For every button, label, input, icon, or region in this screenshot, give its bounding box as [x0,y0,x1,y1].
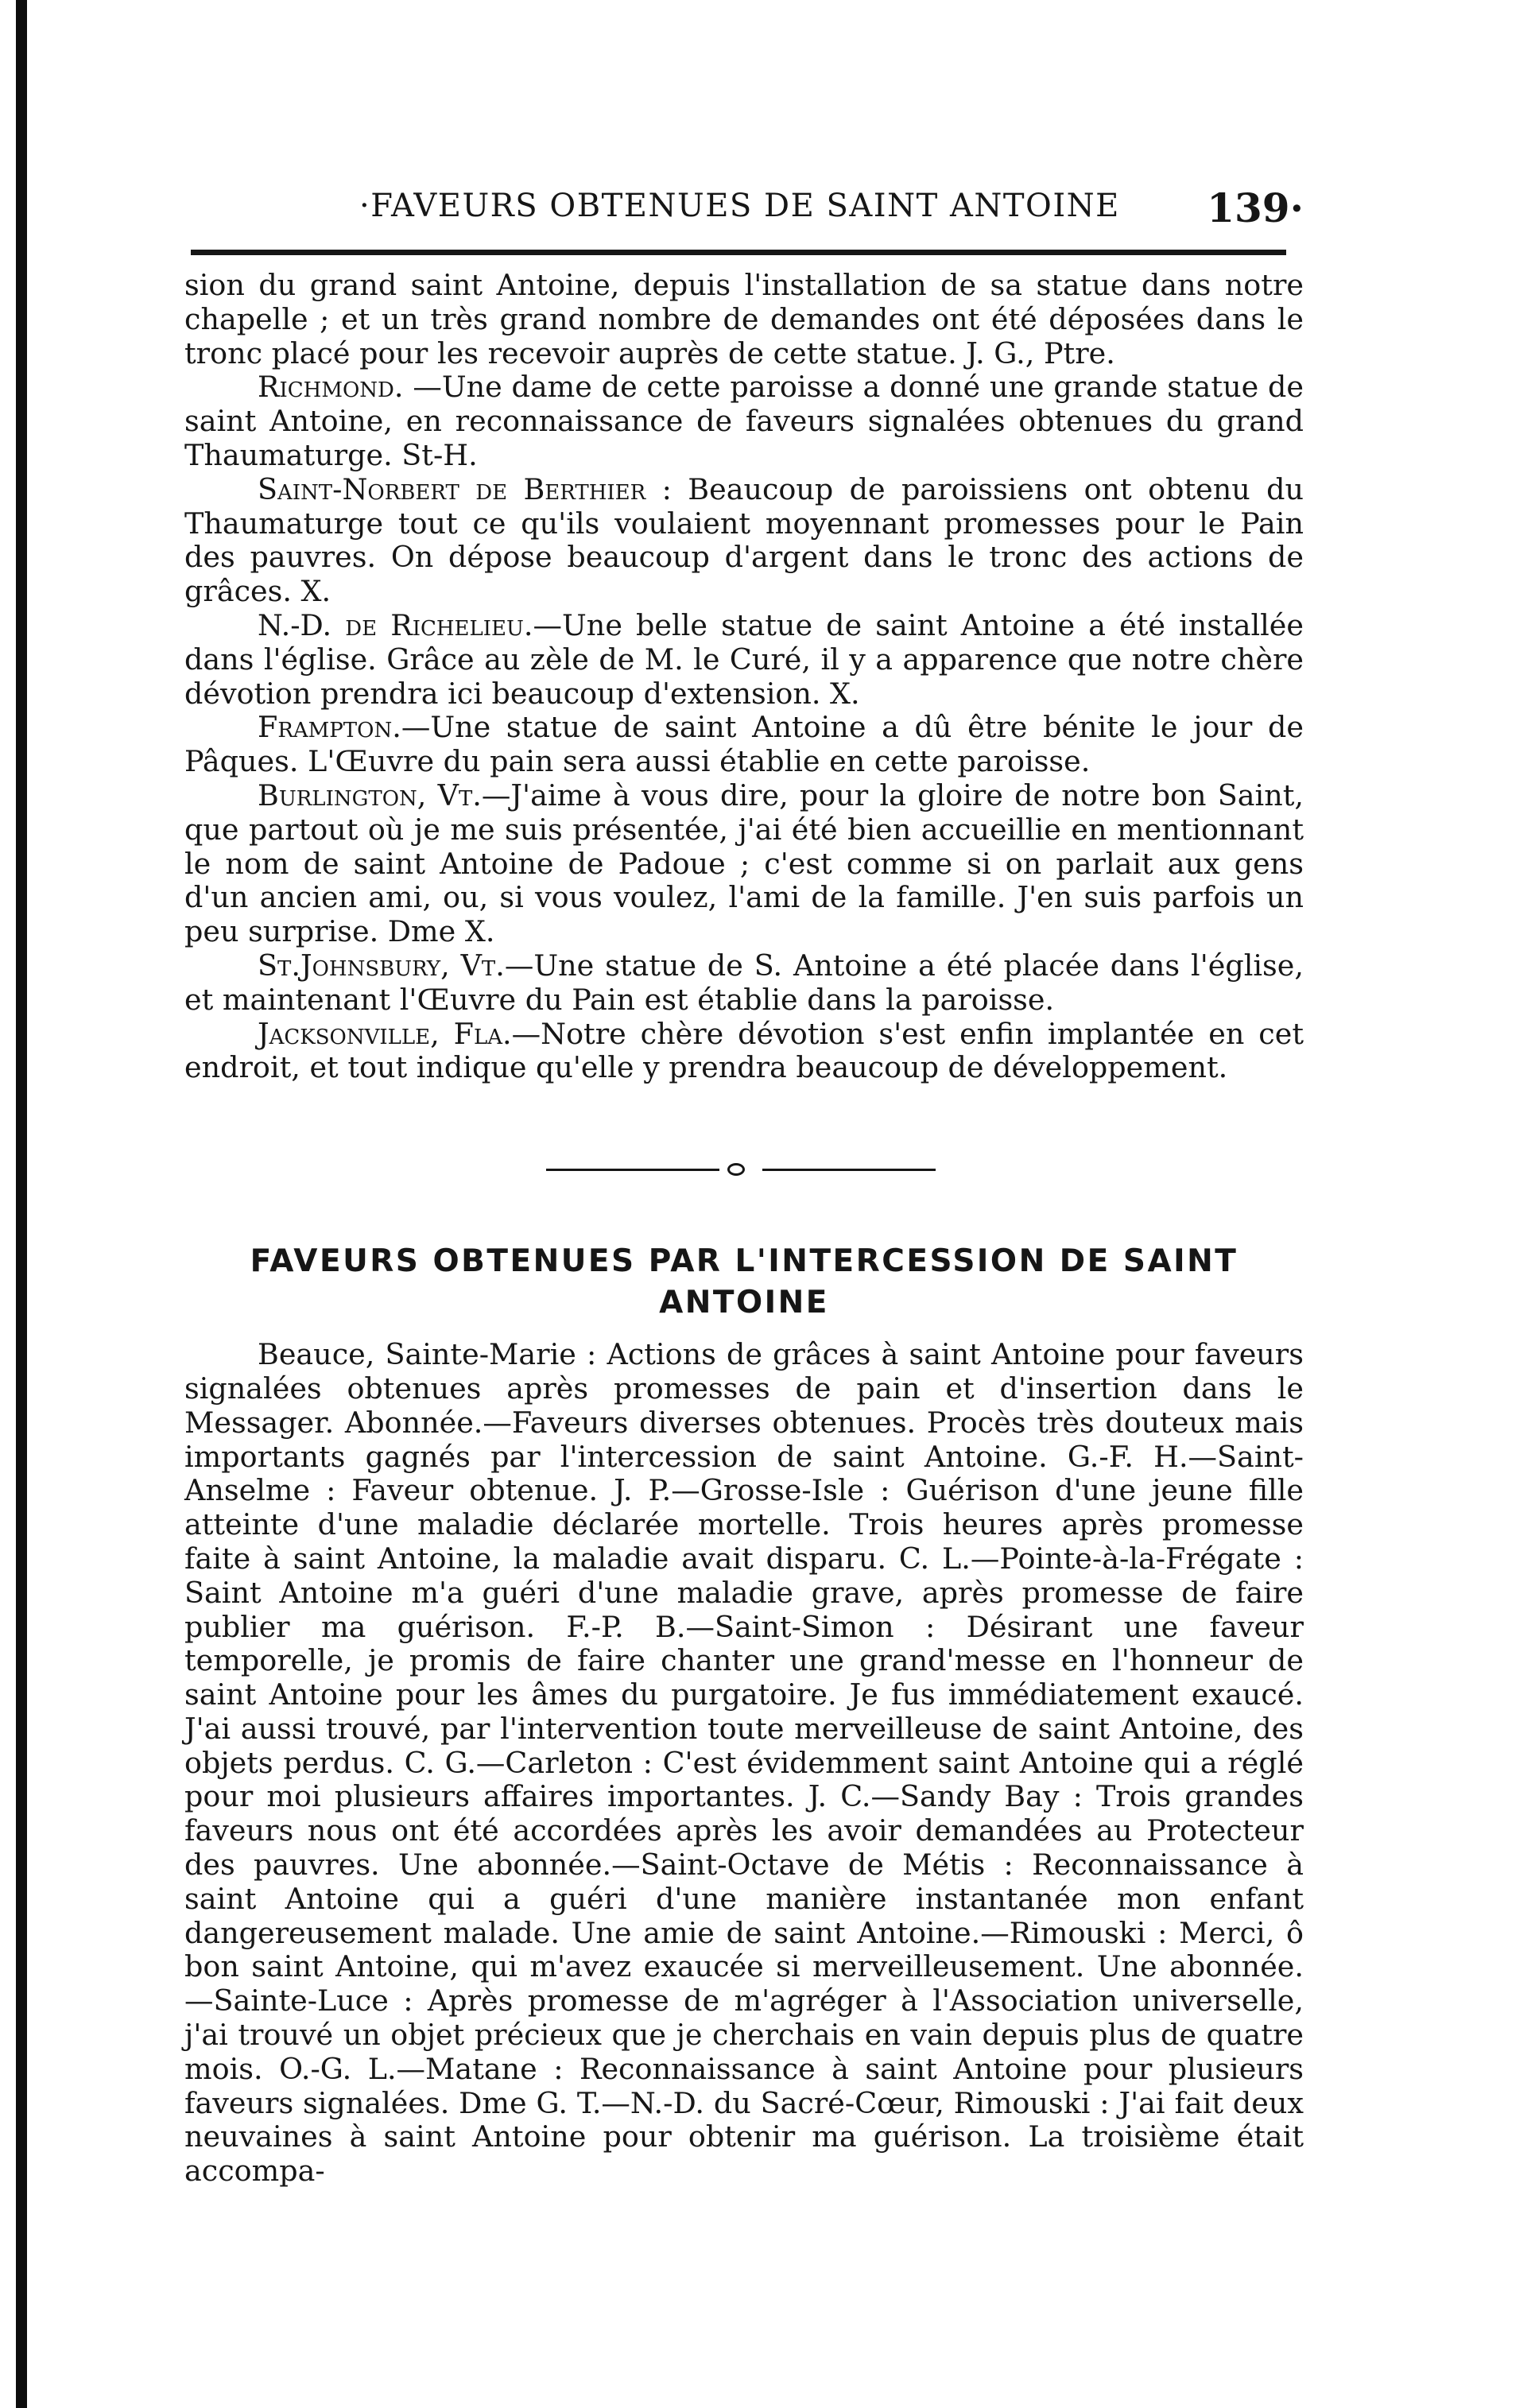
entry-text: —J'aime à vous dire, pour la gloire de notre bon Saint, que partout où je me suis présentée, j'ai été bien accueillie en mentionnant le nom de saint Antoine de Padoue ; c'est comme si on parlait aux gens d'un ancien ami, ou, si vous voulez, l'ami de la famille. J'en suis parfois un peu surprise. Dme X. [184,777,1304,949]
entry-text: : Beaucoup de paroissiens ont obtenu du Thaumaturge tout ce qu'ils voulaient moyennant promesses pour le Pain des pauvres. On dépose beaucoup d'argent dans le tronc des actions de grâces. X. [184,471,1304,609]
entry-place: Saint-Norbert de Berthier [258,471,646,506]
section-heading: FAVEURS OBTENUES PAR L'INTERCESSION DE SAINT ANTOINE [250,1243,1238,1321]
entry-burlington [184,779,1304,949]
divider-line-right [762,1169,936,1171]
entry-place: Richmond. [258,370,404,405]
entry-text: —Une statue de saint Antoine a dû être bénite le jour de Pâques. L'Œuvre du pain sera aussi établie en cette paroisse. [184,710,1304,779]
entry-richmond [184,370,1304,472]
entry-place: Frampton. [258,710,401,745]
entry-st-johnsbury [184,949,1304,1018]
entry-place: St.Johnsbury, Vt. [258,948,505,983]
entry-richelieu [184,609,1304,711]
intro-paragraph: sion du grand saint Antoine, depuis l'installation de sa statue dans notre chapelle ; et un très grand nombre de demandes ont été déposées dans le tronc placé pour les recevoir auprès de cette statue. J. G., Ptre. [184,268,1304,370]
entry-text: —Notre chère dévotion s'est enfin implantée en cet endroit, et tout indique qu'elle y prendra beaucoup de développement. [184,1016,1304,1085]
entry-text: —Une statue de S. Antoine a été placée dans l'église, et maintenant l'Œuvre du Pain est établie dans la paroisse. [184,948,1304,1017]
entry-place: Burlington, Vt. [258,777,482,812]
page-number: 139· [1207,184,1304,231]
entry-saint-norbert [184,473,1304,609]
entry-place: Jacksonville, Fla. [258,1016,512,1051]
text-column [184,269,1304,2189]
page-header [184,184,1304,232]
entry-text: —Une dame de cette paroisse a donné une grande statue de saint Antoine, en reconnaissance de faveurs signalées obtenues du grand Thaumaturge. St-H. [184,370,1304,472]
page-binding-edge [16,0,27,2408]
entry-place: N.-D. de Richelieu. [258,607,533,642]
favors-paragraph: Beauce, Sainte-Marie : Actions de grâces à saint Antoine pour faveurs signalées obtenues après promesses de pain et d'insertion dans le Messager. Abonnée.—Faveurs diverses obtenues. Procès très douteux mais importants gagnés par l'intercession de saint Antoine. G.-F. H.—Saint-Anselme : Faveur obtenue. J. P.—Grosse-Isle : Guérison d'une jeune fille atteinte d'une maladie déclarée mortelle. Trois heures après promesse faite à saint Antoine, la maladie avait disparu. C. L.—Pointe-à-la-Frégate : Saint Antoine m'a guéri d'une maladie grave, après promesse de faire publier ma guérison. F.-P. B.—Saint-Simon : Désirant une faveur temporelle, je promis de faire chanter une grand'messe en l'honneur de saint Antoine pour les âmes du purgatoire. Je fus immédiatement exaucé. J'ai aussi trouvé, par l'intervention toute merveilleuse de saint Antoine, des objets perdus. C. G.—Carleton : C'est évidemment saint Antoine qui a réglé pour moi plusieurs affaires importantes. J. C.—Sandy Bay : Trois grandes faveurs nous ont été accordées après les avoir demandées au Protecteur des pauvres. Une abonnée.—Saint-Octave de Métis : Reconnaissance à saint Antoine qui a guéri d'une manière instantanée mon enfant dangereusement malade. Une amie de saint Antoine.—Rimouski : Merci, ô bon saint Antoine, qui m'avez exaucée si merveilleusement. Une abonnée.—Sainte-Luce : Après promesse de m'agréger à l'Association universelle, j'ai trouvé un objet précieux que je cherchais en vain depuis plus de quatre mois. O.-G. L.—Matane : Reconnaissance à saint Antoine pour plusieurs faveurs signalées. Dme G. T.—N.-D. du Sacré-Cœur, Rimouski : J'ai fait deux neuvaines à saint Antoine pour obtenir ma guérison. La troisième était accompa- [184,1337,1304,2189]
divider-line-left [546,1169,719,1171]
divider-ornament [727,1163,745,1176]
header-rule [191,250,1286,255]
entry-frampton [184,711,1304,779]
entry-text: —Une belle statue de saint Antoine a été installée dans l'église. Grâce au zèle de M. le Curé, il y a apparence que notre chère dévotion prendra ici beaucoup d'extension. X. [184,607,1304,711]
section-divider [546,1163,936,1176]
entry-jacksonville [184,1018,1304,1086]
running-title: ·FAVEURS OBTENUES DE SAINT ANTOINE [359,188,1120,224]
